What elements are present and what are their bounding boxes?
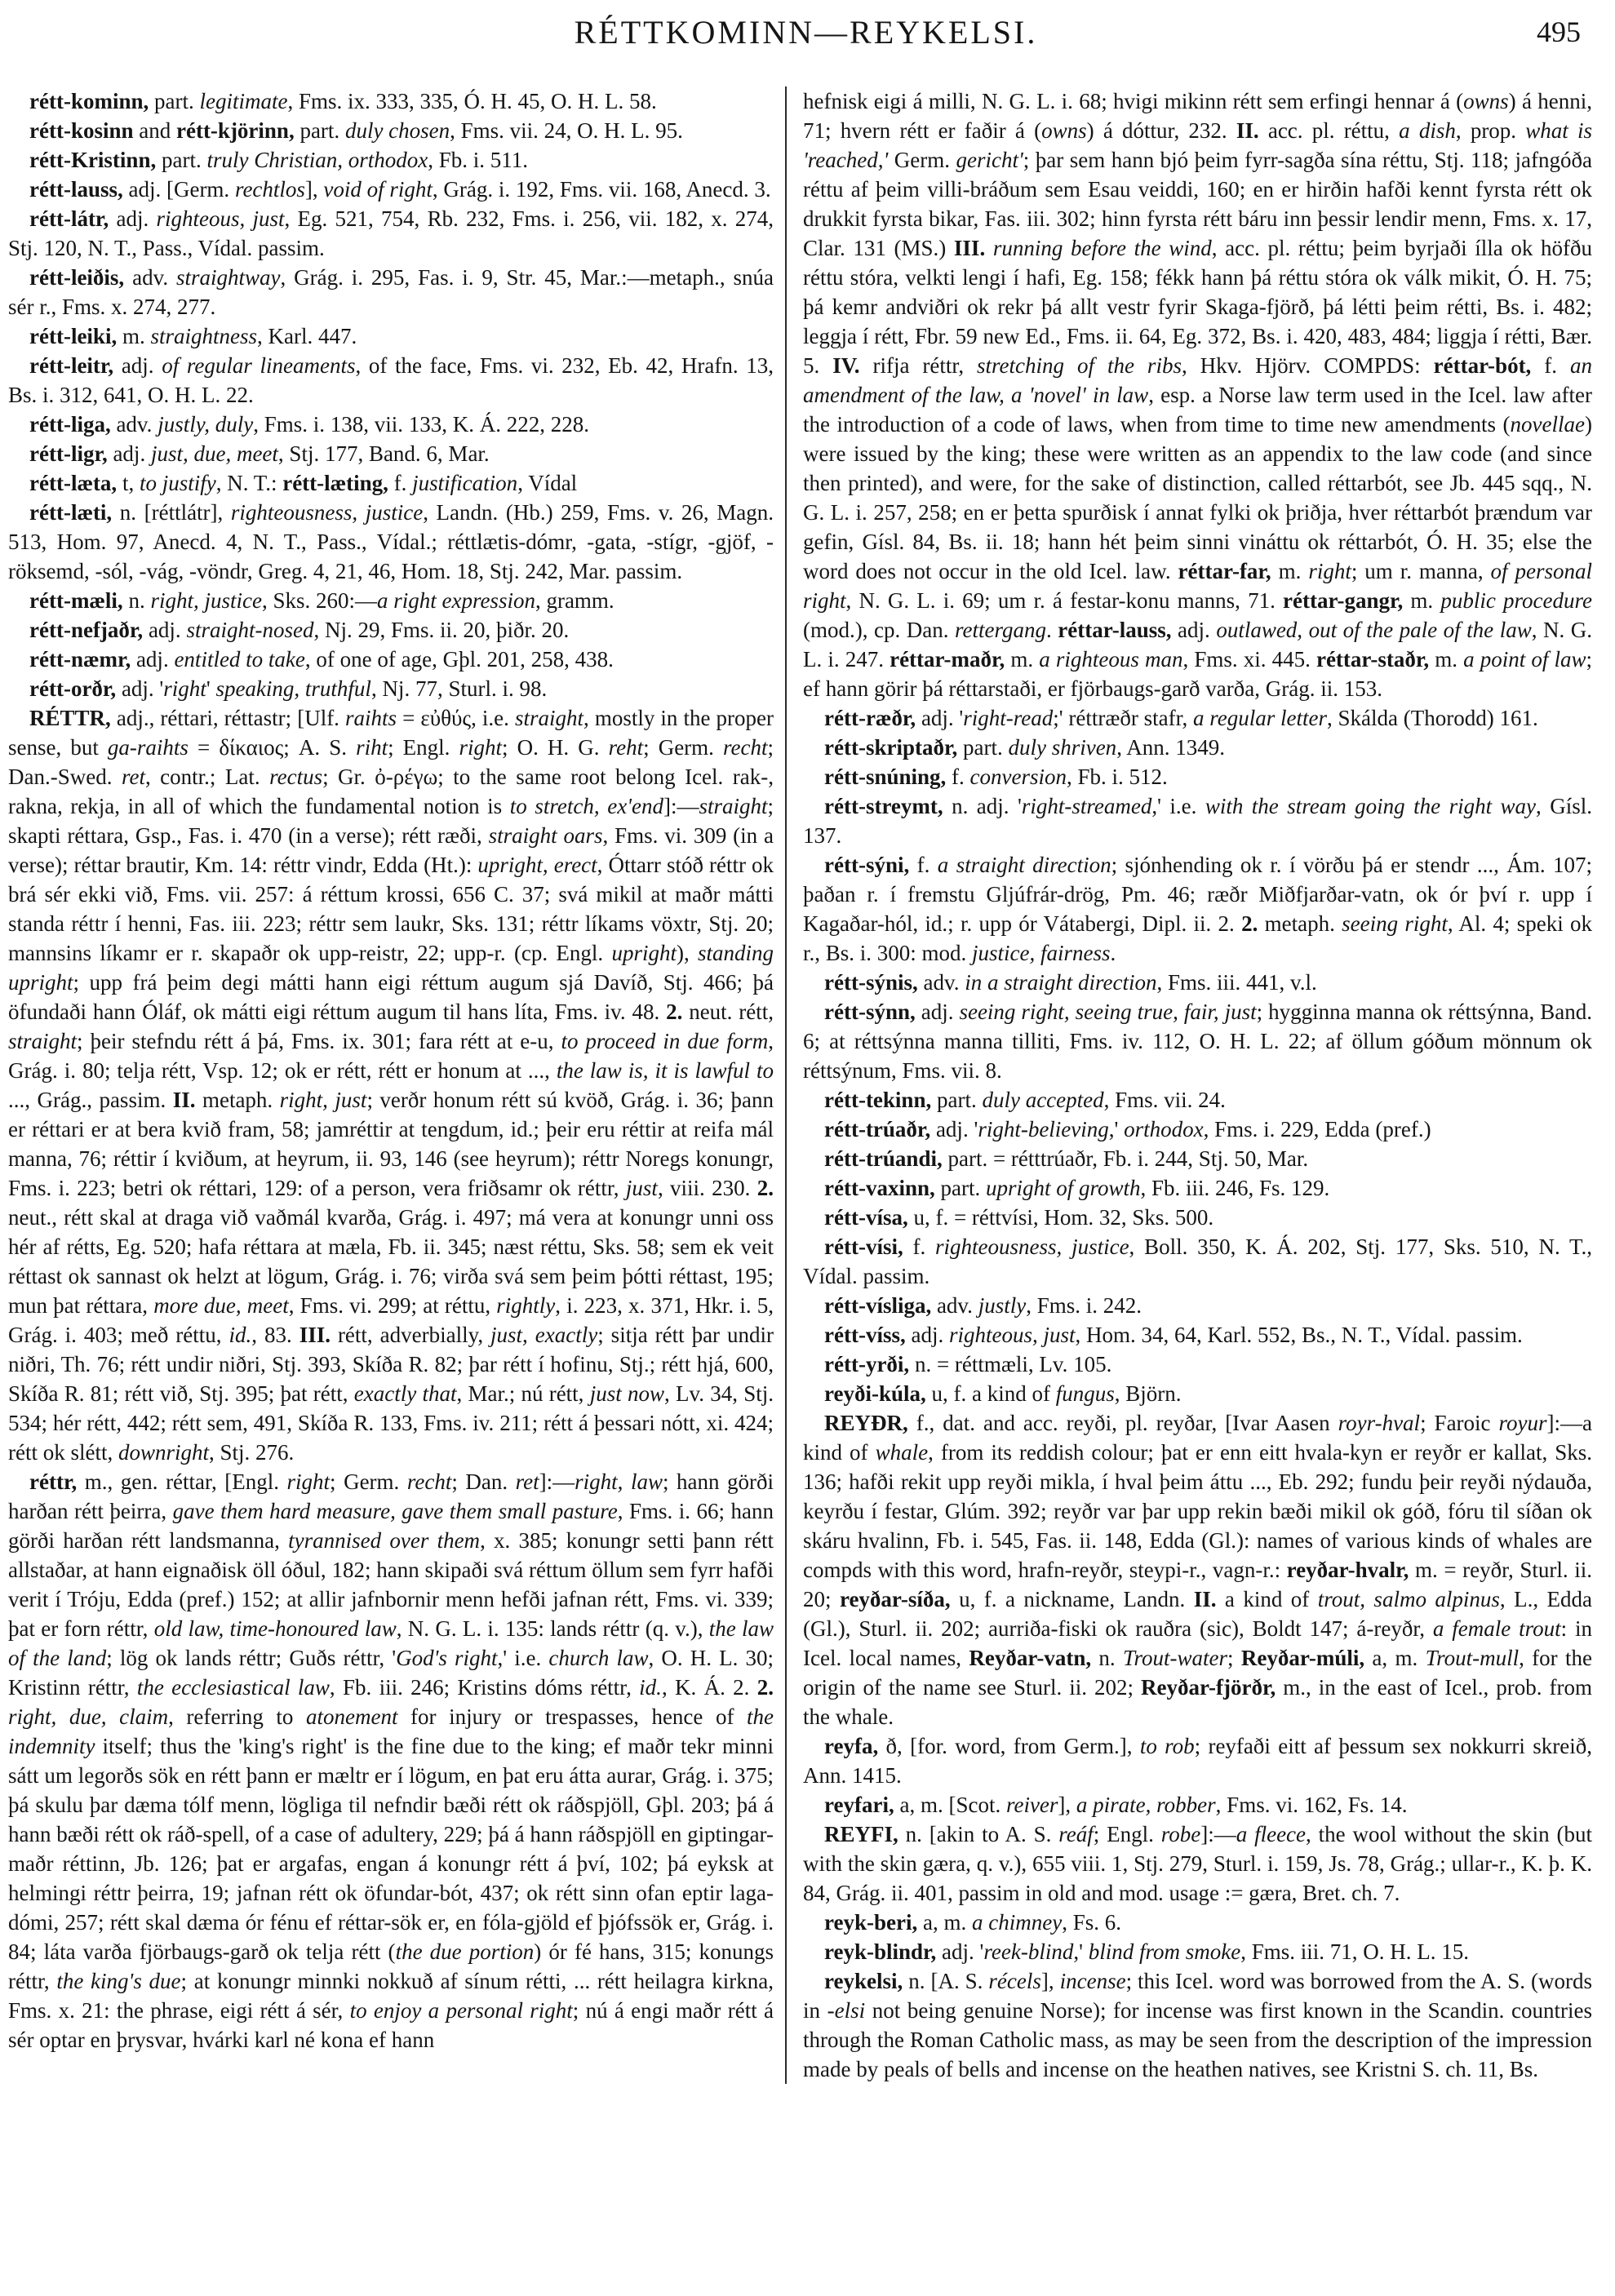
dictionary-entry: rétt-næmr, adj. entitled to take, of one of age, Gþl. 201, 258, 438. — [29, 647, 614, 672]
dictionary-entry: reyk-blindr, adj. 'reek-blind,' blind from smoke, Fms. iii. 71, O. H. L. 15. — [824, 1939, 1469, 1964]
dictionary-entry: rétt-vísa, u, f. = réttvísi, Hom. 32, Sks. 500. — [824, 1205, 1214, 1230]
column-left — [8, 86, 785, 2054]
dictionary-entry: RÉTTR, adj., réttari, réttastr; [Ulf. raihts = εὐθύς, i.e. straight, mostly in the proper sense, but ga-raihts = δίκαιος; A. S. riht; Engl. right; O. H. G. reht; Germ. recht; Dan.-Swed. ret, contr.; Lat. rectus; Gr. ὀ-ρέγω; to the same root belong Icel. rak-, rakna, rekja, in all of which the fundamental notion is to stretch, ex'end]:—straight; skapti réttara, Gsp., Fas. i. 470 (in a verse); rétt ræði, straight oars, Fms. vi. 309 (in a verse); réttar brautir, Km. 14: réttr vindr, Edda (Ht.): upright, erect, Óttarr stóð réttr ok brá sér ekki við, Fms. vii. 257: á réttum krossi, 656 C. 37; svá mikil at maðr mátti standa réttr í henni, Fas. iii. 223; réttr sem laukr, Sks. 131; réttr líkams vöxtr, Stj. 20; mannsins líkamr er r. skapaðr ok upp-reistr, 22; upp-r. (cp. Engl. upright), standing upright; upp frá þeim degi mátti hann eigi réttum augum sjá Davíð, Stj. 466; þá öfundaði hann Óláf, ok mátti eigi réttum augum til hans líta, Fms. iv. 48. 2. neut. rétt, straight; þeir stefndu rétt á þá, Fms. ix. 301; fara rétt at e-u, to proceed in due form, Grág. i. 80; telja rétt, Vsp. 12; ok er rétt, rétt er honum at ..., the law is, it is lawful to ..., Grág., passim. II. metaph. right, just; verðr honum rétt sú kvöð, Grág. i. 36; þann er réttari er at bera kvið fram, 58; jamréttir at tengdum, id.; þeir eru réttir at reifa mál manna, 76; réttir í kviðum, at heyrum, ii. 93, 146 (see heyrum); réttr Noregs konungr, Fms. i. 223; betri ok réttari, 129: of a person, vera friðsamr ok réttr, just, viii. 230. 2. neut., rétt skal at draga við vaðmál kvarða, Grág. i. 497; má vera at konungr unni oss hér af rétts, Eg. 520; hafa réttara at mæla, Fb. ii. 345; næst réttu, Sks. 58; sem ek veit réttast ok sannast ok helzt at lögum, Grág. i. 76; virða svá sem þeim þótti réttast, 195; mun þat réttara, more due, meet, Fms. vi. 299; at réttu, rightly, i. 223, x. 371, Hkr. i. 5, Grág. i. 403; með réttu, id., 83. III. rétt, adverbially, just, exactly; sitja rétt þar undir niðri, Th. 76; rétt undir niðri, Stj. 393, Skíða R. 82; þar rétt í hofinu, Stj.; rétt hjá, 600, Skíða R. 81; rétt við, Stj. 395; þat rétt, exactly that, Mar.; nú rétt, just now, Lv. 34, Stj. 534; hér rétt, 442; rétt sem, 491, Skíða R. 133, Fms. iv. 211; rétt á þessari nótt, xi. 424; rétt ok slétt, downright, Stj. 276. — [8, 706, 774, 1465]
dictionary-entry: rétt-mæli, n. right, justice, Sks. 260:—a right expression, gramm. — [29, 588, 614, 613]
dictionary-entry: rétt-vísliga, adv. justly, Fms. i. 242. — [824, 1293, 1142, 1318]
dictionary-entry: rétt-skriptaðr, part. duly shriven, Ann. 1349. — [824, 735, 1225, 760]
dictionary-entry: rétt-Kristinn, part. truly Christian, orthodox, Fb. i. 511. — [29, 148, 528, 172]
two-column-text — [8, 86, 1604, 2084]
page-header — [8, 13, 1604, 64]
dictionary-entry: rétt-streymt, n. adj. 'right-streamed,' i.e. with the stream going the right way, Gísl. 137. — [803, 794, 1592, 848]
dictionary-entry: rétt-ligr, adj. just, due, meet, Stj. 177, Band. 6, Mar. — [29, 441, 490, 466]
dictionary-entry: reyði-kúla, u, f. a kind of fungus, Björn. — [824, 1381, 1182, 1406]
dictionary-entry: rétt-leitr, adj. of regular lineaments, of the face, Fms. vi. 232, Eb. 42, Hrafn. 13, Bs. i. 312, 641, O. H. L. 22. — [8, 353, 774, 407]
dictionary-entry: rétt-ræðr, adj. 'right-read;' réttræðr stafr, a regular letter, Skálda (Thorodd) 161. — [824, 706, 1538, 730]
dictionary-entry: réttr, m., gen. réttar, [Engl. right; Germ. recht; Dan. ret]:—right, law; hann görði harðan rétt þeirra, gave them hard measure, gave them small pasture, Fms. i. 66; hann görði harðan rétt landsmanna, tyrannised over them, x. 385; konungr setti þann rétt allstaðar, at hann eignaðisk öll óðul, 182; hann skipaði svá réttum öllum sem fyrr hafði verit í Tróju, Edda (pref.) 152; at allir jafnbornir menn hefði jafnan rétt, Fms. vi. 339; þat er forn réttr, old law, time-honoured law, N. G. L. i. 135: lands réttr (q. v.), the law of the land; lög ok lands réttr; Guðs réttr, 'God's right,' i.e. church law, O. H. L. 30; Kristinn réttr, the ecclesiastical law, Fb. iii. 246; Kristins dóms réttr, id., K. Á. 2. 2. right, due, claim, referring to atonement for injury or trespasses, hence of the indemnity itself; thus the 'king's right' is the fine due to the king; ef maðr tekr minni sátt um legorðs sök en rétt þann er mæltr er í lögum, en þat eru átta aurar, Grág. i. 375; þá skulu þar dæma tólf menn, lögliga til nefndir bæði rétt ok ráðspjöll, Gþl. 203; þá á hann bæði rétt ok ráð-spell, of a case of adultery, 229; þá á hann ráðspjöll en giptingar-maðr réttinn, Jb. 126; þat er argafas, engan á konungr rétt á því, 102; þá eyksk at helmingi réttr þeirra, 19; jafnan rétt ok öfundar-bót, 437; ok rétt sinn ofan eptir laga-dómi, 257; rétt skal dæma ór fénu ef réttar-sök er, en fóla-gjöld ef þjófssök er, Grág. i. 84; láta varða fjörbaugs-garð ok telja rétt (the due portion) ór fé hans, 315; konungs réttr, the king's due; at konungr minnki nokkuð af sínum rétti, ... rétt heilagra kirkna, Fms. x. 21: the phrase, eigi rétt á sér, to enjoy a personal right; nú á engi maðr rétt á sér optar en þrysvar, hvárki karl né kona ef hann — [8, 1469, 774, 2052]
dictionary-entry: REYFI, n. [akin to A. S. reáf; Engl. robe]:—a fleece, the wool without the skin (but with the skin gæra, q. v.), 655 viii. 1, Stj. 279, Sturl. i. 159, Js. 78, Grág.; ullar-r., K. þ. K. 84, Grág. ii. 401, passim in old and mod. usage := gæra, Bret. ch. 7. — [803, 1822, 1592, 1905]
dictionary-entry: rétt-sýnn, adj. seeing right, seeing true, fair, just; hygginna manna ok réttsýnna, Band. 6; at réttsýnna manna tilliti, Fms. iv. 112, O. H. L. 22; af öllum góðum mönnum ok réttsýnum, Fms. vii. 8. — [803, 1000, 1592, 1083]
dictionary-entry: rétt-snúning, f. conversion, Fb. i. 512. — [824, 765, 1168, 789]
dictionary-entry: rétt-yrði, n. = réttmæli, Lv. 105. — [824, 1352, 1112, 1376]
dictionary-entry: reyk-beri, a, m. a chimney, Fs. 6. — [824, 1910, 1121, 1935]
column-right column-divider — [785, 86, 1592, 2084]
page-title: RÉTTKOMINN—REYKELSI. — [574, 14, 1038, 51]
dictionary-entry: rétt-læta, t, to justify, N. T.: rétt-læting, f. justification, Vídal — [29, 471, 578, 495]
dictionary-entry: rétt-sýnis, adv. in a straight direction, Fms. iii. 441, v.l. — [824, 970, 1317, 995]
dictionary-entry: rétt-vaxinn, part. upright of growth, Fb. iii. 246, Fs. 129. — [824, 1176, 1330, 1200]
dictionary-entry: hefnisk eigi á milli, N. G. L. i. 68; hvigi mikinn rétt sem erfingi hennar á (owns) á henni, 71; hvern rétt er faðir á (owns) á dóttur, 232. II. acc. pl. réttu, a dish, prop. what is 'reached,' Germ. gericht'; þar sem hann bjó þeim fyrr-sagða sína réttu, Stj. 118; jafngóða réttu af þeim villi-bráðum sem Esau veiddi, 160; en er hirðin hafði kennt fyrsta rétt ok drukkit fyrsta bikar, Fas. iii. 302; hinn fyrsta rétt báru inn þessir lendir menn, Fms. x. 17, Clar. 131 (MS.) III. running before the wind, acc. pl. réttu; þeim byrjaði ílla ok höfðu réttu stóra, velkti lengi í hafi, Eg. 158; fékk hann þá réttu stóra ok válk mikit, Ó. H. 75; þá kemr andviðri ok rekr þá allt vestr fyrir Skaga-fjörð, þá létti þeim rétti, Bs. i. 482; leggja í rétt, Fbr. 59 new Ed., Fms. ii. 64, Eg. 372, Bs. i. 420, 483, 484; liggja í rétti, Bær. 5. IV. rifja réttr, stretching of the ribs, Hkv. Hjörv. COMPDS: réttar-bót, f. an amendment of the law, a 'novel' in law, esp. a Norse law term used in the Icel. law after the introduction of a code of laws, when from time to time new amendments (novellae) were issued by the king; these were written as an appendix to the law code (and since then printed), and were, for the sake of distinction, called réttarbót, see Jb. 445 sqq., N. G. L. i. 257, 258; en er þetta spurðisk í annat fylki ok þriðja, hver réttarbót þrændum var gefin, Gísl. 84, Bs. ii. 18; hann hét þeim sinni vináttu ok réttarbót, Ó. H. 35; else the word does not occur in the old Icel. law. réttar-far, m. right; um r. manna, of personal right, N. G. L. i. 69; um r. á festar-konu manns, 71. réttar-gangr, m. public procedure (mod.), cp. Dan. rettergang. réttar-lauss, adj. outlawed, out of the pale of the law, N. G. L. i. 247. réttar-maðr, m. a righteous man, Fms. xi. 445. réttar-staðr, m. a point of law; ef hann görir þá réttarstaði, er fjörbaugs-garð varða, Grág. ii. 153. — [803, 89, 1593, 701]
dictionary-entry: rétt-trúandi, part. = rétttrúaðr, Fb. i. 244, Stj. 50, Mar. — [824, 1146, 1309, 1171]
dictionary-entry: rétt-læti, n. [réttlátr], righteousness, justice, Landn. (Hb.) 259, Fms. v. 26, Magn. 513, Hom. 97, Anecd. 4, N. T., Pass., Vídal.; réttlætis-dómr, -gata, -stígr, -gjöf, -röksemd, -sól, -vág, -vöndr, Greg. 4, 21, 46, Hom. 18, Stj. 242, Mar. passim. — [8, 500, 774, 583]
dictionary-entry: reyfa, ð, [for. word, from Germ.], to rob; reyfaði eitt af þessum sex nokkurri skreið, Ann. 1415. — [803, 1734, 1592, 1788]
dictionary-entry: reykelsi, n. [A. S. récels], incense; this Icel. word was borrowed from the A. S. (words in -elsi not being genuine Norse); for incense was first known in the Scandin. countries through the Roman Catholic mass, as may be seen from the description of the impression made by peals of bells and incense on the heathen natives, see Kristni S. ch. 11, Bs. — [803, 1969, 1592, 2081]
dictionary-entry: rétt-tekinn, part. duly accepted, Fms. vii. 24. — [824, 1088, 1226, 1112]
dictionary-entry: rétt-sýni, f. a straight direction; sjónhending ok r. í vörðu þá er stendr ..., Ám. 107; þaðan r. í fremstu Gljúfrár-drög, Pm. 46; ræðr Miðfjarðar-vatn, ok ór því r. upp í Kagaðar-hól, id.; r. upp ór Vátabergi, Dipl. ii. 2. 2. metaph. seeing right, Al. 4; speki ok r., Bs. i. 300: mod. justice, fairness. — [803, 853, 1592, 965]
dictionary-entry: rétt-kominn, part. legitimate, Fms. ix. 333, 335, Ó. H. 45, O. H. L. 58. — [29, 89, 657, 113]
dictionary-entry: rétt-leiki, m. straightness, Karl. 447. — [29, 324, 357, 348]
page-number: 495 — [1537, 16, 1581, 48]
dictionary-entry: rétt-vísi, f. righteousness, justice, Boll. 350, K. Á. 202, Stj. 177, Sks. 510, N. T., Vídal. passim. — [803, 1234, 1592, 1288]
dictionary-entry: rétt-lauss, adj. [Germ. rechtlos], void of right, Grág. i. 192, Fms. vii. 168, Anecd. 3. — [29, 177, 771, 202]
dictionary-entry: rétt-leiðis, adv. straightway, Grág. i. 295, Fas. i. 9, Str. 45, Mar.:—metaph., snúa sér r., Fms. x. 274, 277. — [8, 265, 774, 319]
dictionary-entry: REYÐR, f., dat. and acc. reyði, pl. reyðar, [Ivar Aasen royr-hval; Faroic royur]:—a kind of whale, from its reddish colour; þat er enn eitt hvala-kyn er reyðr er kallat, Sks. 136; hafði rekit upp reyði mikla, í hval þeim áttu ..., Eb. 292; fundu þeir reyði nýdauða, keyrðu í festar, Glúm. 392; reyðr var þar upp rekin bæði mikil ok góð, fóru til síðan ok skáru hvalinn, Fb. i. 545, Fas. ii. 148, Edda (Gl.): names of various kinds of whales are compds with this word, hrafn-reyðr, steypi-r., vagn-r.: reyðar-hvalr, m. = reyðr, Sturl. ii. 20; reyðar-síða, u, f. a nickname, Landn. II. a kind of trout, salmo alpinus, L., Edda (Gl.), Sturl. ii. 202; aurriða-fiski ok rauðra (sic), Boldt 147; á-reyðr, a female trout: in Icel. local names, Reyðar-vatn, n. Trout-water; Reyðar-múli, a, m. Trout-mull, for the origin of the name see Sturl. ii. 202; Reyðar-fjörðr, m., in the east of Icel., prob. from the whale. — [803, 1411, 1593, 1729]
dictionary-entry: rétt-orðr, adj. 'right' speaking, truthful, Nj. 77, Sturl. i. 98. — [29, 676, 548, 701]
dictionary-entry: rétt-kosinn and rétt-kjörinn, part. duly chosen, Fms. vii. 24, O. H. L. 95. — [29, 118, 683, 143]
dictionary-entry: rétt-liga, adv. justly, duly, Fms. i. 138, vii. 133, K. Á. 222, 228. — [29, 412, 589, 437]
dictionary-entry: rétt-trúaðr, adj. 'right-believing,' orthodox, Fms. i. 229, Edda (pref.) — [824, 1117, 1431, 1141]
dictionary-entry: rétt-nefjaðr, adj. straight-nosed, Nj. 29, Fms. ii. 20, þiðr. 20. — [29, 618, 570, 642]
dictionary-entry: rétt-látr, adj. righteous, just, Eg. 521, 754, Rb. 232, Fms. i. 256, vii. 182, x. 274, Stj. 120, N. T., Pass., Vídal. passim. — [8, 206, 774, 260]
dictionary-entry: reyfari, a, m. [Scot. reiver], a pirate, robber, Fms. vi. 162, Fs. 14. — [824, 1793, 1408, 1817]
dictionary-entry: rétt-víss, adj. righteous, just, Hom. 34, 64, Karl. 552, Bs., N. T., Vídal. passim. — [824, 1323, 1523, 1347]
